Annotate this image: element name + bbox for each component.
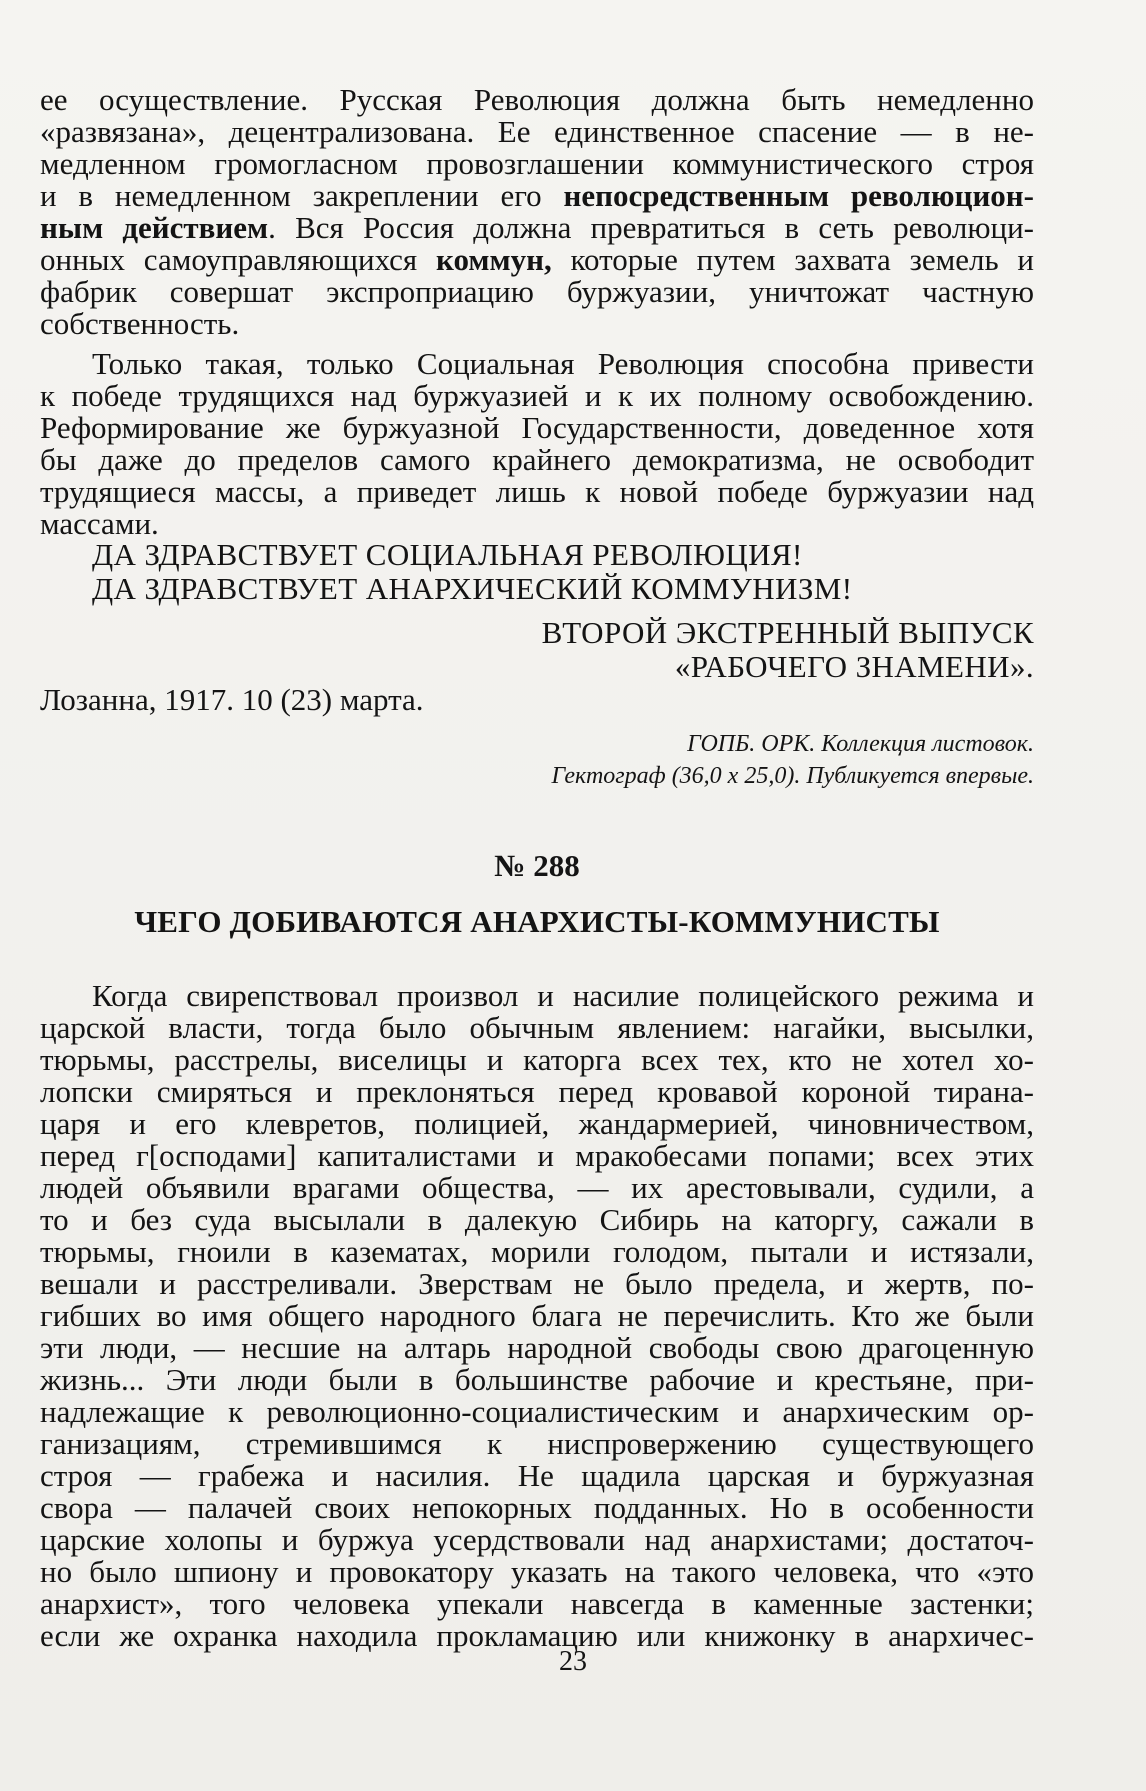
text-line: вешали и расстреливали. Зверствам не было предела, и жертв, по- xyxy=(40,1266,1034,1301)
text-line: если же охранка находила прокламацию или книжонку в анархичес- xyxy=(40,1618,1034,1653)
text-line: собственность. xyxy=(40,306,240,341)
text-line: царской власти, тогда было обычным явлением: нагайки, высылки, xyxy=(40,1010,1034,1045)
paragraph-social-revolution xyxy=(40,348,1034,540)
text-line: жизнь... Эти люди были в большинстве рабочие и крестьяне, при- xyxy=(40,1362,1034,1397)
text-line: Реформирование же буржуазной Государственности, доведенное хотя xyxy=(40,410,1034,445)
text-line: свора — палачей своих непокорных подданных. Но в особенности xyxy=(40,1490,1034,1525)
issuer-line: ВТОРОЙ ЭКСТРЕННЫЙ ВЫПУСК xyxy=(541,615,1034,650)
place-date xyxy=(40,684,1034,716)
text-line: тюрьмы, расстрелы, виселицы и каторга всех тех, кто не хотел хо- xyxy=(40,1042,1034,1077)
text-line: строя — грабежа и насилия. Не щадила царская и буржуазная xyxy=(40,1458,1034,1493)
source-note xyxy=(40,728,1034,792)
document-body xyxy=(40,980,1034,1652)
issuer-signature xyxy=(40,616,1034,684)
slogan-line: ДА ЗДРАВСТВУЕТ АНАРХИЧЕСКИЙ КОММУНИЗМ! xyxy=(92,571,853,606)
bold-emphasis: ным действием xyxy=(40,210,269,245)
place-date-line: Лозанна, 1917. 10 (23) марта. xyxy=(40,682,424,717)
text-line: надлежащие к революционно-социалистическим и анархическим ор- xyxy=(40,1394,1034,1429)
text-line: царя и его клевретов, полицией, жандармерией, чиновничеством, xyxy=(40,1106,1034,1141)
bold-emphasis: коммун, xyxy=(436,242,552,277)
text-line: медленном громогласном провозглашении коммунистического строя xyxy=(40,146,1034,181)
page-number: 23 xyxy=(559,1646,587,1677)
text-line: анархист», того человека упекали навсегда в каменные застенки; xyxy=(40,1586,1034,1621)
text-line: эти люди, — несшие на алтарь народной свободы свою драгоценную xyxy=(40,1330,1034,1365)
text-line: ганизациям, стремившимся к ниспровержению существующего xyxy=(40,1426,1034,1461)
text-line: бы даже до пределов самого крайнего демократизма, не освободит xyxy=(40,442,1034,477)
text-line: тюрьмы, гноили в казематах, морили голодом, пытали и истязали, xyxy=(40,1234,1034,1269)
text-line: лопски смиряться и преклоняться перед кровавой короной тирана- xyxy=(40,1074,1034,1109)
source-line: ГОПБ. ОРК. Коллекция листовок. xyxy=(687,731,1034,757)
text-line: то и без суда высылали в далекую Сибирь на каторгу, сажали в xyxy=(40,1202,1034,1237)
bold-emphasis: непосредственным революцион- xyxy=(563,178,1034,213)
document-number: № 288 xyxy=(494,848,580,883)
text-line: массами. xyxy=(40,506,159,541)
text-line: Только такая, только Социальная Революция способна привести xyxy=(92,346,1034,381)
slogan-line: ДА ЗДРАВСТВУЕТ СОЦИАЛЬНАЯ РЕВОЛЮЦИЯ! xyxy=(92,537,803,572)
document-title: ЧЕГО ДОБИВАЮТСЯ АНАРХИСТЫ-КОММУНИСТЫ xyxy=(134,904,940,939)
text-line: к победе трудящихся над буржуазией и к их полному освобождению. xyxy=(40,378,1034,413)
text-line: ным действием. Вся Россия должна превратиться в сеть революци- xyxy=(40,210,1034,245)
text-line: трудящиеся массы, а приведет лишь к новой победе буржуазии над xyxy=(40,474,1034,509)
text-line: царские холопы и буржуа усердствовали над анархистами; достаточ- xyxy=(40,1522,1034,1557)
text-line: гибших во имя общего народного блага не перечислить. Кто же были xyxy=(40,1298,1034,1333)
source-line: Гектограф (36,0 х 25,0). Публикуется впервые. xyxy=(551,763,1034,789)
document-heading xyxy=(40,846,1034,942)
text-line: фабрик совершат экспроприацию буржуазии, уничтожат частную xyxy=(40,274,1034,309)
continuation-paragraph xyxy=(40,84,1034,340)
text-line: «развязана», децентрализована. Ее единственное спасение — в не- xyxy=(40,114,1034,149)
text-line: онных самоуправляющихся коммун, которые путем захвата земель и xyxy=(40,242,1034,277)
slogans xyxy=(40,538,1034,606)
issuer-line: «РАБОЧЕГО ЗНАМЕНИ». xyxy=(674,649,1034,684)
text-line: и в немедленном закреплении его непосредственным революцион- xyxy=(40,178,1034,213)
text-line: но было шпиону и провокатору указать на такого человека, что «это xyxy=(40,1554,1034,1589)
text-line: Когда свирепствовал произвол и насилие полицейского режима и xyxy=(92,978,1034,1013)
text-line: ее осуществление. Русская Революция должна быть немедленно xyxy=(40,82,1034,117)
text-line: людей объявили врагами общества, — их арестовывали, судили, а xyxy=(40,1170,1034,1205)
text-line: перед г[осподами] капиталистами и мракобесами попами; всех этих xyxy=(40,1138,1034,1173)
